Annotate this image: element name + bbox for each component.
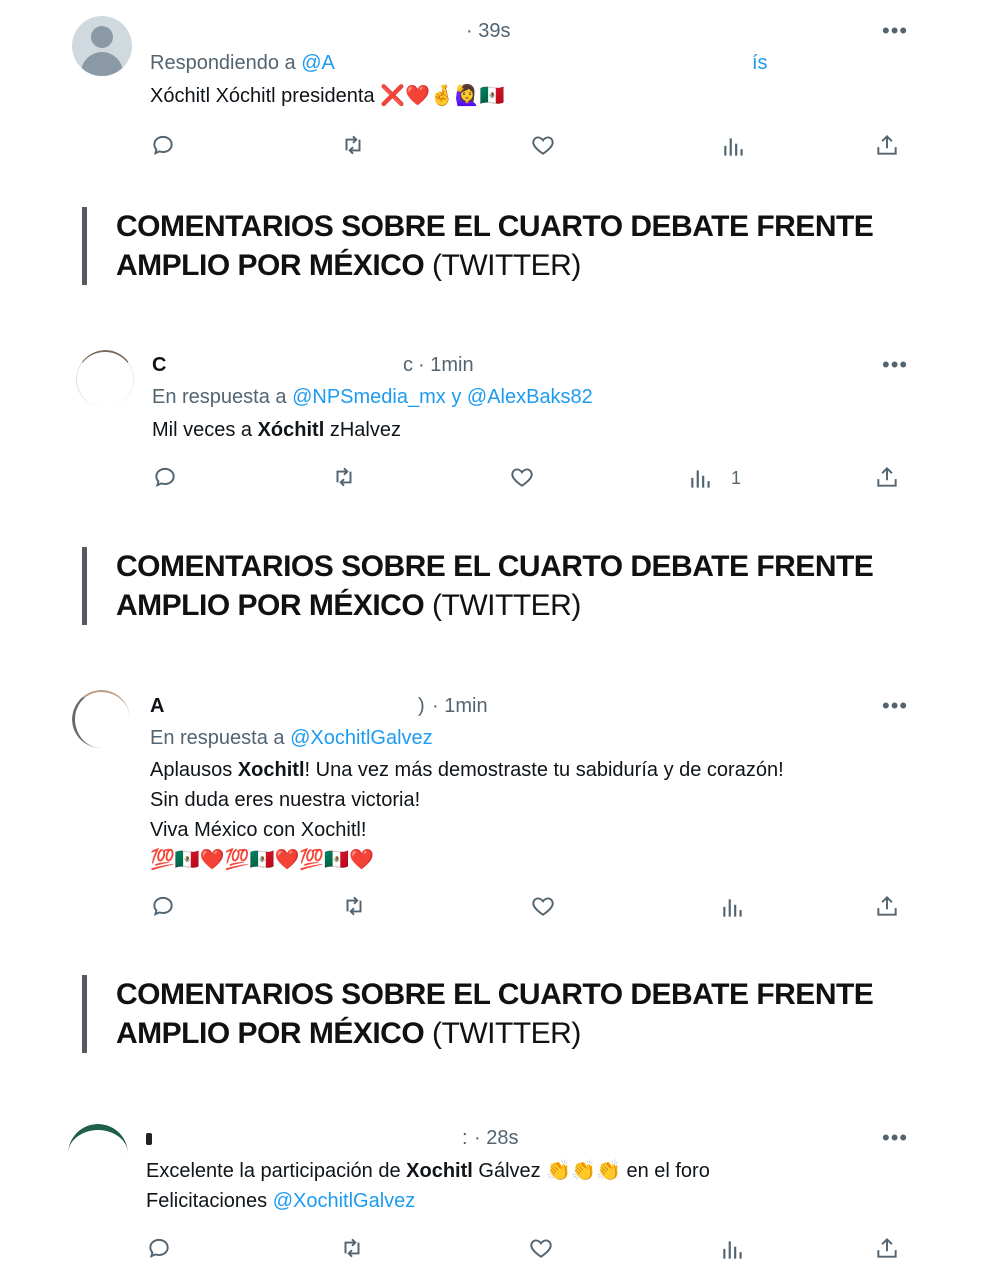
tweet3-reply-line	[150, 727, 433, 750]
tweet2-more-icon[interactable]: •••	[882, 352, 909, 377]
text-part: Aplausos	[150, 759, 238, 781]
retweet-icon[interactable]	[339, 1235, 365, 1261]
text-line	[146, 1186, 710, 1216]
reply-icon[interactable]	[146, 1235, 172, 1261]
like-icon[interactable]	[530, 893, 556, 919]
like-icon[interactable]	[530, 132, 556, 158]
views-icon[interactable]	[720, 895, 746, 921]
tweet3-handle-tail[interactable]: )	[418, 695, 425, 717]
reply-handles-link[interactable]: @NPSmedia_mx y @AlexBaks82	[292, 386, 593, 408]
share-icon[interactable]	[874, 1235, 900, 1261]
views-count: 1	[731, 468, 742, 488]
default-avatar-head	[91, 26, 113, 48]
tweet1-reply-suffix[interactable]: ís	[752, 52, 768, 74]
text-part: zHalvez	[324, 419, 401, 441]
emoji-line: 💯🇲🇽❤️💯🇲🇽❤️💯🇲🇽❤️	[150, 849, 375, 871]
reply-icon[interactable]	[150, 893, 176, 919]
tweet1-time[interactable]: · 39s	[466, 20, 511, 42]
avatar-arc	[68, 1124, 128, 1184]
tweet2-time[interactable]: · 1min	[418, 354, 474, 376]
avatar-ring	[76, 350, 134, 408]
reply-handle-link[interactable]: @A	[301, 52, 335, 74]
text-bold: Xóchitl	[257, 419, 325, 441]
section-heading	[82, 547, 916, 625]
text-line: Sin duda eres nuestra victoria!	[150, 789, 421, 811]
tweet1-more-icon[interactable]: •••	[882, 18, 909, 43]
tweet4-name-mark[interactable]	[146, 1133, 152, 1145]
reply-handle-link[interactable]: @XochitlGalvez	[290, 727, 433, 749]
text-line	[150, 755, 784, 785]
text-part: Excelente la participación de	[146, 1160, 407, 1182]
default-avatar-body	[81, 52, 123, 76]
like-icon[interactable]	[528, 1235, 554, 1261]
text-part: Gálvez 👏👏👏 en el foro	[472, 1160, 710, 1182]
tweet4-handle-tail[interactable]: :	[462, 1127, 468, 1149]
reply-prefix: En respuesta a	[150, 727, 285, 749]
views-icon[interactable]	[688, 466, 714, 492]
reply-icon[interactable]	[150, 132, 176, 158]
tweet1-avatar[interactable]	[72, 16, 132, 76]
text-line: Viva México con Xochitl!	[150, 819, 367, 841]
tweet3-avatar[interactable]	[72, 690, 132, 750]
reply-prefix: En respuesta a	[152, 386, 287, 408]
text-line	[146, 1156, 710, 1186]
tweet3-more-icon[interactable]: •••	[882, 693, 909, 718]
heading-bold: COMENTARIOS SOBRE EL CUARTO DEBATE FRENTE AMPLIO POR MÉXICO	[116, 978, 874, 1050]
text-bold: Xochitl	[406, 1160, 473, 1182]
text-part: ! Una vez más demostraste tu sabiduría y de corazón!	[304, 759, 784, 781]
tweet4-more-icon[interactable]: •••	[882, 1125, 909, 1150]
heading-normal: (TWITTER)	[432, 589, 581, 622]
views-icon[interactable]	[720, 1237, 746, 1263]
section-heading	[82, 207, 916, 285]
tweet4-text	[146, 1156, 710, 1216]
tweet2-avatar[interactable]	[76, 350, 136, 410]
retweet-icon[interactable]	[340, 132, 366, 158]
tweet3-text	[150, 755, 784, 875]
text-bold: Xochitl	[237, 759, 305, 781]
retweet-icon[interactable]	[331, 464, 357, 490]
text-part: Felicitaciones	[146, 1190, 273, 1212]
mention-link[interactable]: @XochitlGalvez	[272, 1190, 416, 1212]
share-icon[interactable]	[874, 464, 900, 490]
tweet2-handle-tail[interactable]: c	[403, 354, 413, 376]
views-icon[interactable]	[721, 134, 747, 160]
tweet3-time[interactable]: · 1min	[432, 695, 488, 717]
tweet3-name[interactable]: A	[150, 695, 165, 717]
tweet2-name[interactable]: C	[152, 354, 167, 376]
text-part: Mil veces a	[152, 419, 258, 441]
heading-bold: COMENTARIOS SOBRE EL CUARTO DEBATE FRENTE AMPLIO POR MÉXICO	[116, 210, 874, 282]
like-icon[interactable]	[509, 464, 535, 490]
section-heading	[82, 975, 916, 1053]
avatar-ring	[72, 690, 130, 748]
tweet2-reply-line	[152, 386, 593, 409]
heading-bold: COMENTARIOS SOBRE EL CUARTO DEBATE FRENTE AMPLIO POR MÉXICO	[116, 550, 874, 622]
heading-normal: (TWITTER)	[432, 1017, 581, 1050]
tweet2-text	[152, 415, 401, 445]
reply-prefix: Respondiendo a	[150, 52, 296, 74]
share-icon[interactable]	[874, 132, 900, 158]
heading-normal: (TWITTER)	[432, 249, 581, 282]
tweet1-text: Xóchitl Xóchitl presidenta ❌❤️🤞🙋‍♀️🇲🇽	[150, 85, 505, 107]
tweet1-reply-line	[150, 52, 335, 75]
tweet4-avatar[interactable]	[68, 1124, 128, 1184]
share-icon[interactable]	[874, 893, 900, 919]
retweet-icon[interactable]	[341, 893, 367, 919]
reply-icon[interactable]	[152, 464, 178, 490]
tweet4-time[interactable]: · 28s	[474, 1127, 519, 1149]
